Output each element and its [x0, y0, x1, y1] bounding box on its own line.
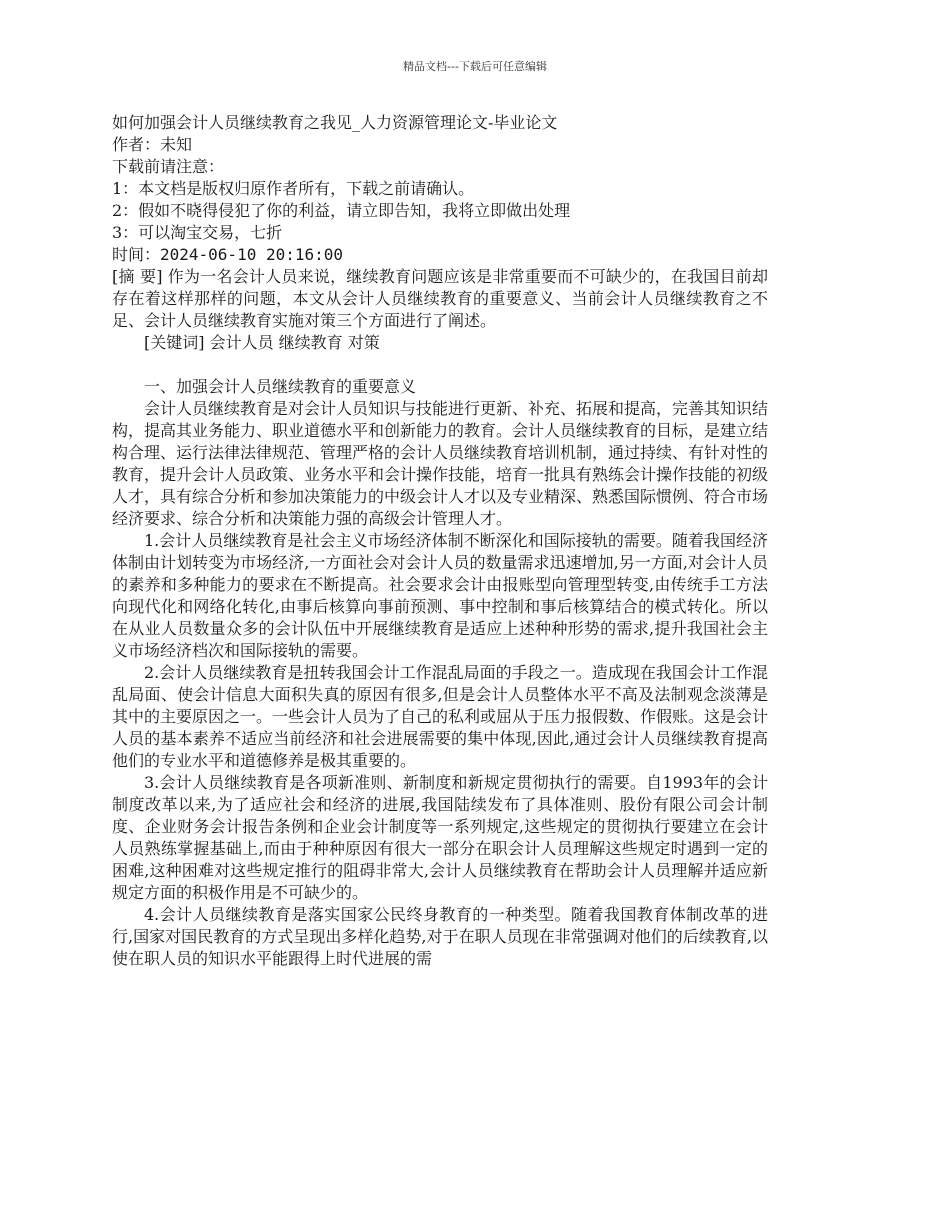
notice-heading: 下载前请注意： [112, 157, 225, 176]
time-line: 时间：2024-06-10 20:16:00 [112, 245, 344, 264]
notice-item: 3：可以淘宝交易，七折 [112, 223, 283, 242]
keywords-line: [关键词] 会计人员 继续教育 对策 [144, 333, 380, 352]
section-heading: 一、加强会计人员继续教育的重要意义 [144, 377, 417, 396]
abstract-paragraph: [摘 要] 作为一名会计人员来说，继续教育问题应该是非常重要而不可缺少的，在我国目前却存在着这样那样的问题，本文从会计人员继续教育的重要意义、当前会计人员继续教育之不足、会计人员继续教育实施对策三个方面进行了阐述。 [112, 267, 768, 330]
document-title: 如何加强会计人员继续教育之我见_人力资源管理论文-毕业论文 [112, 113, 558, 132]
body-paragraph: 4.会计人员继续教育是落实国家公民终身教育的一种类型。随着我国教育体制改革的进行,国家对国民教育的方式呈现出多样化趋势,对于在职人员现在非常强调对他们的后续教育,以使在职人员的知识水平能跟得上时代进展的需 [112, 905, 768, 968]
author-line: 作者：未知 [112, 135, 193, 154]
body-paragraph: 1.会计人员继续教育是社会主义市场经济体制不断深化和国际接轨的需要。随着我国经济体制由计划转变为市场经济,一方面社会对会计人员的数量需求迅速增加,另一方面,对会计人员的素养和多种能力的要求在不断提高。社会要求会计由报账型向管理型转变,由传统手工方法向现代化和网络化转化,由事后核算向事前预测、事中控制和事后核算结合的模式转化。所以在从业人员数量众多的会计队伍中开展继续教育是适应上述种种形势的需求,提升我国社会主义市场经济档次和国际接轨的需要。 [112, 531, 768, 660]
body-paragraph: 3.会计人员继续教育是各项新准则、新制度和新规定贯彻执行的需要。自1993年的会计制度改革以来,为了适应社会和经济的进展,我国陆续发布了具体准则、股份有限公司会计制度、企业财务会计报告条例和企业会计制度等一系列规定,这些规定的贯彻执行要建立在会计人员熟练掌握基础上,而由于种种原因有很大一部分在职会计人员理解这些规定时遇到一定的困难,这种困难对这些规定推行的阻碍非常大,会计人员继续教育在帮助会计人员理解并适应新规定方面的积极作用是不可缺少的。 [112, 773, 768, 902]
notice-item: 2：假如不晓得侵犯了你的利益，请立即告知，我将立即做出处理 [112, 201, 571, 220]
page-header: 精品文档---下载后可任意编辑 [403, 60, 547, 73]
notice-item: 1：本文档是版权归原作者所有，下载之前请确认。 [112, 179, 475, 198]
body-paragraph: 会计人员继续教育是对会计人员知识与技能进行更新、补充、拓展和提高，完善其知识结构，提高其业务能力、职业道德水平和创新能力的教育。会计人员继续教育的目标，是建立结构合理、运行法律法律规范、管理严格的会计人员继续教育培训机制，通过持续、有针对性的教育，提升会计人员政策、业务水平和会计操作技能，培育一批具有熟练会计操作技能的初级人才，具有综合分析和参加决策能力的中级会计人才以及专业精深、熟悉国际惯例、符合市场经济要求、综合分析和决策能力强的高级会计管理人才。 [112, 399, 769, 528]
body-paragraph: 2.会计人员继续教育是扭转我国会计工作混乱局面的手段之一。造成现在我国会计工作混乱局面、使会计信息大面积失真的原因有很多,但是会计人员整体水平不高及法制观念淡薄是其中的主要原因之一。一些会计人员为了自己的私利或屈从于压力报假数、作假账。这是会计人员的基本素养不适应当前经济和社会进展需要的集中体现,因此,通过会计人员继续教育提高他们的专业水平和道德修养是极其重要的。 [112, 663, 769, 770]
blank-line [112, 354, 768, 376]
document-body [112, 112, 768, 970]
